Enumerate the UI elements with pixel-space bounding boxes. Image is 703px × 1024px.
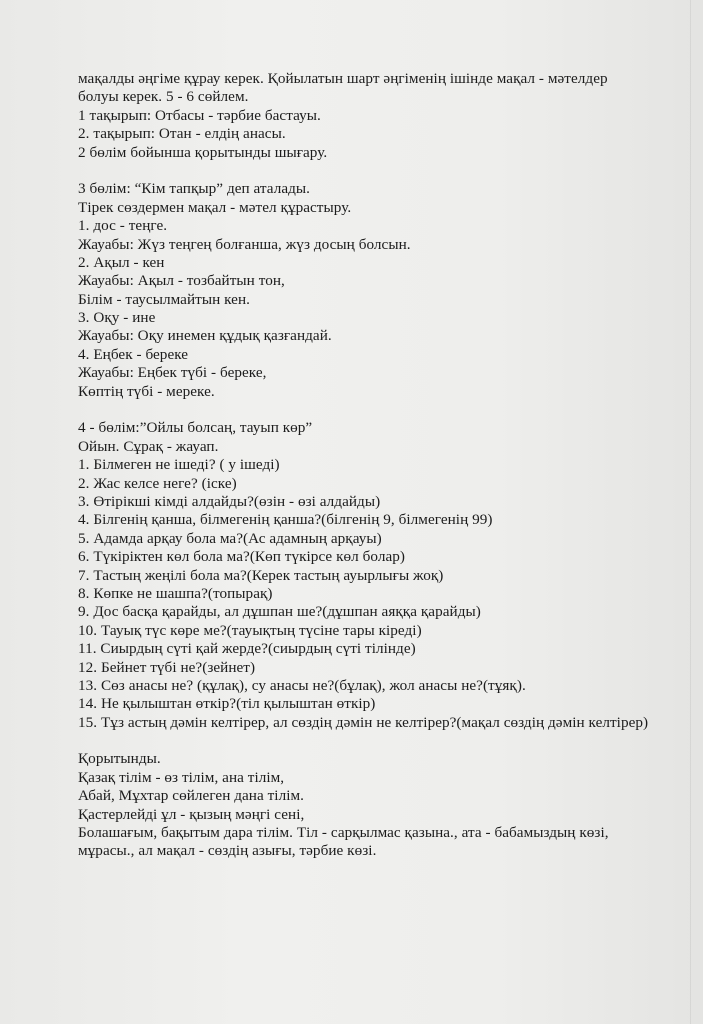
text-line: 3. Оқу - ине	[78, 309, 156, 327]
section-4	[78, 419, 663, 732]
section-heading: 3 бөлім: “Кім тапқыр” деп аталады.	[78, 180, 311, 198]
text-line: Білім - таусылмайтын кен.	[78, 290, 250, 308]
list-item: 12. Бейнет түбі не?(зейнет)	[78, 658, 256, 676]
text-line: Қастерлейді ұл - қызың мәңгі сені,	[78, 805, 305, 823]
list-item: 7. Тастың жеңілі бола ма?(Керек тастың ауырлығы жоқ)	[78, 566, 444, 584]
text-line: 4. Еңбек - береке	[78, 345, 189, 363]
paragraph-gap	[78, 732, 663, 750]
list-item: 14. Не қылыштан өткір?(тіл қылыштан өткір)	[78, 695, 376, 713]
list-item: 1. Білмеген не ішеді? ( у ішеді)	[78, 456, 280, 474]
text-line: 2. тақырып: Отан - елдің анасы.	[78, 125, 286, 143]
text-line: Жауабы: Жүз теңгең болғанша, жүз досың болсын.	[78, 235, 411, 253]
section-3	[78, 180, 663, 401]
list-item: 4. Білгенің қанша, білмегенің қанша?(білгенің 9, білмегенің 99)	[78, 511, 493, 529]
list-item: 5. Адамда арқау бола ма?(Ас адамның арқауы)	[78, 529, 382, 547]
text-line: болуы керек. 5 - 6 сөйлем.	[78, 88, 249, 106]
text-line: Қазақ тілім - өз тілім, ана тілім,	[78, 768, 285, 786]
paragraph-gap	[78, 162, 663, 180]
text-line: мақалды әңгіме құрау керек. Қойылатын шарт әңгіменің ішінде мақал - мәтелдер	[78, 70, 608, 87]
list-item: 9. Дос басқа қарайды, ал дұшпан ше?(дұшпан аяққа қарайды)	[78, 603, 481, 621]
paragraph-gap	[78, 401, 663, 419]
text-line: Болашағым, бақытым дара тілім. Тіл - сарқылмас қазына., ата - бабамыздың көзі, мұрасы., ал мақал - сөздің азығы, тәрбие көзі.	[78, 824, 609, 860]
section-heading: Қорытынды.	[78, 750, 161, 768]
intro-section	[78, 70, 663, 162]
list-item: 2. Жас келсе неге? (іске)	[78, 474, 237, 492]
text-line: Абай, Мұхтар сөйлеген дана тілім.	[78, 787, 304, 805]
list-item: 6. Түкіріктен көл бола ма?(Көп түкірсе көл болар)	[78, 548, 406, 566]
text-line: 1. дос - теңге.	[78, 217, 168, 235]
text-line: Жауабы: Ақыл - тозбайтын тон,	[78, 272, 285, 290]
section-heading: 4 - бөлім:”Ойлы болсаң, тауып көр”	[78, 419, 313, 437]
text-line: 1 тақырып: Отбасы - тәрбие бастауы.	[78, 106, 321, 124]
list-item: 3. Өтірікші кімді алдайды?(өзін - өзі алдайды)	[78, 492, 381, 510]
conclusion-section	[78, 750, 663, 860]
text-line: Тірек сөздермен мақал - мәтел құрастыру.	[78, 198, 352, 216]
list-item: 10. Тауық түс көре ме?(тауықтың түсіне тары кіреді)	[78, 621, 422, 639]
text-line: Ойын. Сұрақ - жауап.	[78, 437, 219, 455]
list-item: 8. Көпке не шашпа?(топырақ)	[78, 584, 273, 602]
list-item: 15. Тұз астың дәмін келтірер, ал сөздің дәмін не келтірер?(мақал сөздің дәмін келтірер)	[78, 713, 649, 731]
text-line: Жауабы: Еңбек түбі - береке,	[78, 364, 267, 382]
text-line: Жауабы: Оқу инемен құдық қазғандай.	[78, 327, 332, 345]
text-line: 2 бөлім бойынша қорытынды шығару.	[78, 143, 328, 161]
text-line: Көптің түбі - мереке.	[78, 382, 215, 400]
list-item: 13. Сөз анасы не? (құлақ), су анасы не?(бұлақ), жол анасы не?(тұяқ).	[78, 676, 526, 694]
list-item: 11. Сиырдың сүті қай жерде?(сиырдың сүті тілінде)	[78, 640, 416, 658]
text-line: 2. Ақыл - кен	[78, 253, 165, 271]
